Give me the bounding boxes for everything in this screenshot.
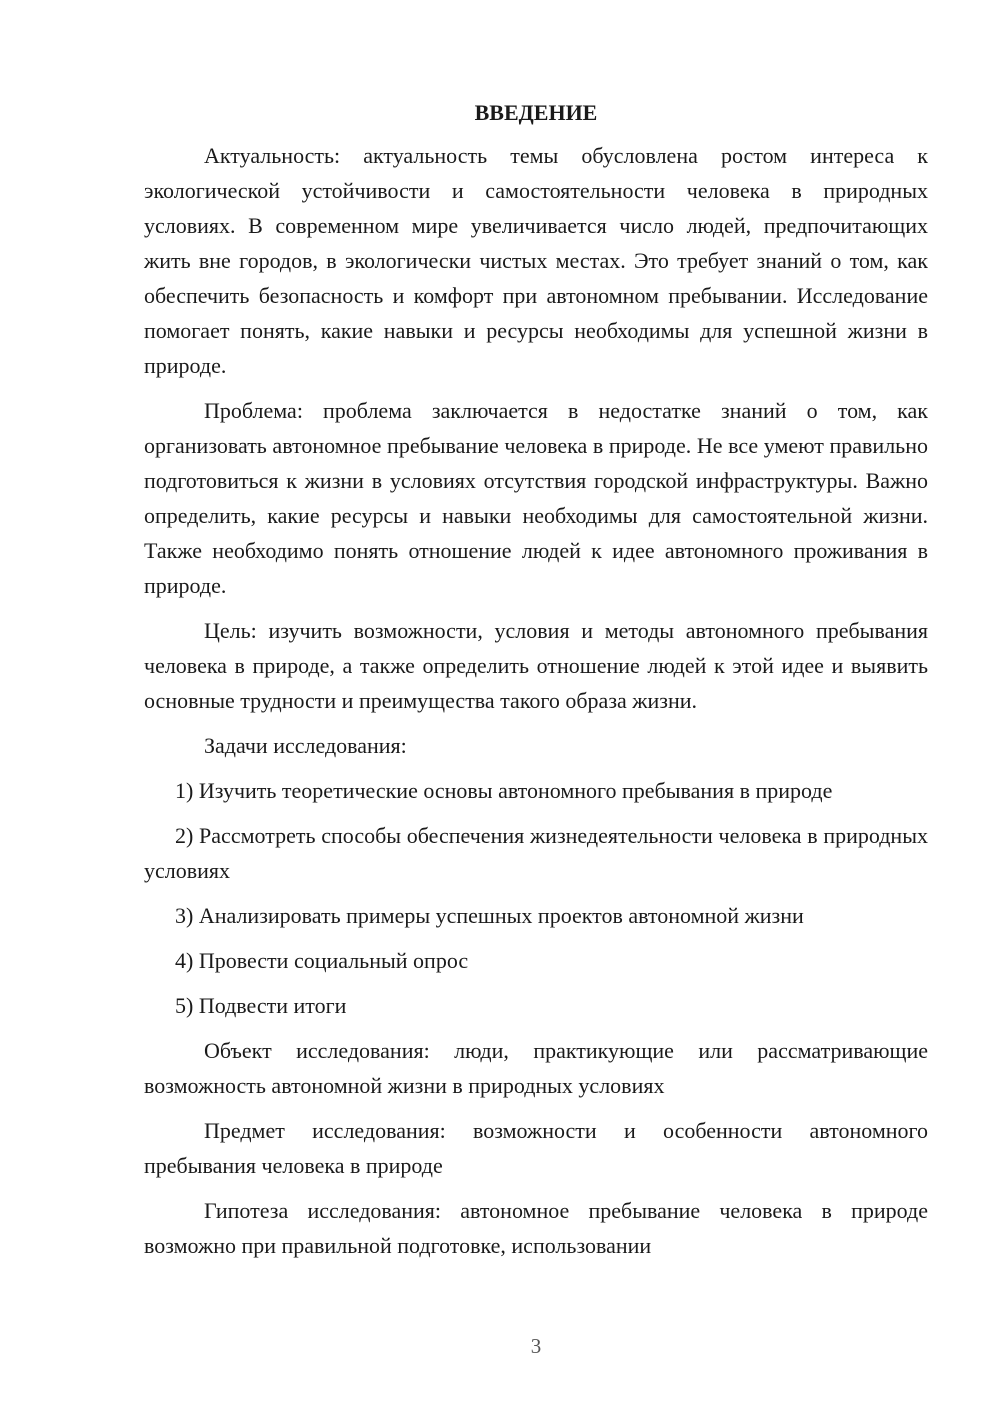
task-item-1: 1) Изучить теоретические основы автономного пребывания в природе	[175, 778, 833, 803]
page-body	[144, 95, 928, 1273]
task-item-4: 4) Провести социальный опрос	[175, 948, 469, 973]
task-item-3: 3) Анализировать примеры успешных проектов автономной жизни	[175, 903, 804, 928]
task-item-5: 5) Подвести итоги	[175, 993, 347, 1018]
subject-paragraph: Предмет исследования: возможности и особенности автономного пребывания человека в природе	[144, 1118, 928, 1178]
goal-paragraph: Цель: изучить возможности, условия и методы автономного пребывания человека в природе, а также определить отношение людей к этой идее и выявить основные трудности и преимущества такого образа жизни.	[144, 618, 928, 713]
page-number: 3	[530, 1334, 542, 1358]
tasks-heading: Задачи исследования:	[204, 733, 407, 758]
problem-paragraph: Проблема: проблема заключается в недостатке знаний о том, как организовать автономное пребывание человека в природе. Не все умеют правильно подготовиться к жизни в условиях отсутствия городской инфраструктуры. Важно определить, какие ресурсы и навыки необходимы для самостоятельной жизни. Также необходимо понять отношение людей к идее автономного проживания в природе.	[144, 398, 928, 598]
object-paragraph: Объект исследования: люди, практикующие или рассматривающие возможность автономной жизни в природных условиях	[144, 1038, 928, 1098]
hypothesis-paragraph: Гипотеза исследования: автономное пребывание человека в природе возможно при правильной подготовке, использовании	[144, 1198, 928, 1258]
relevance-paragraph: Актуальность: актуальность темы обусловлена ростом интереса к экологической устойчивости и самостоятельности человека в природных условиях. В современном мире увеличивается число людей, предпочитающих жить вне городов, в экологически чистых местах. Это требует знаний о том, как обеспечить безопасность и комфорт при автономном пребывании. Исследование помогает понять, какие навыки и ресурсы необходимы для успешной жизни в природе.	[144, 143, 928, 378]
task-item-2: 2) Рассмотреть способы обеспечения жизнедеятельности человека в природных условиях	[144, 823, 928, 883]
page-title: ВВЕДЕНИЕ	[474, 100, 598, 125]
